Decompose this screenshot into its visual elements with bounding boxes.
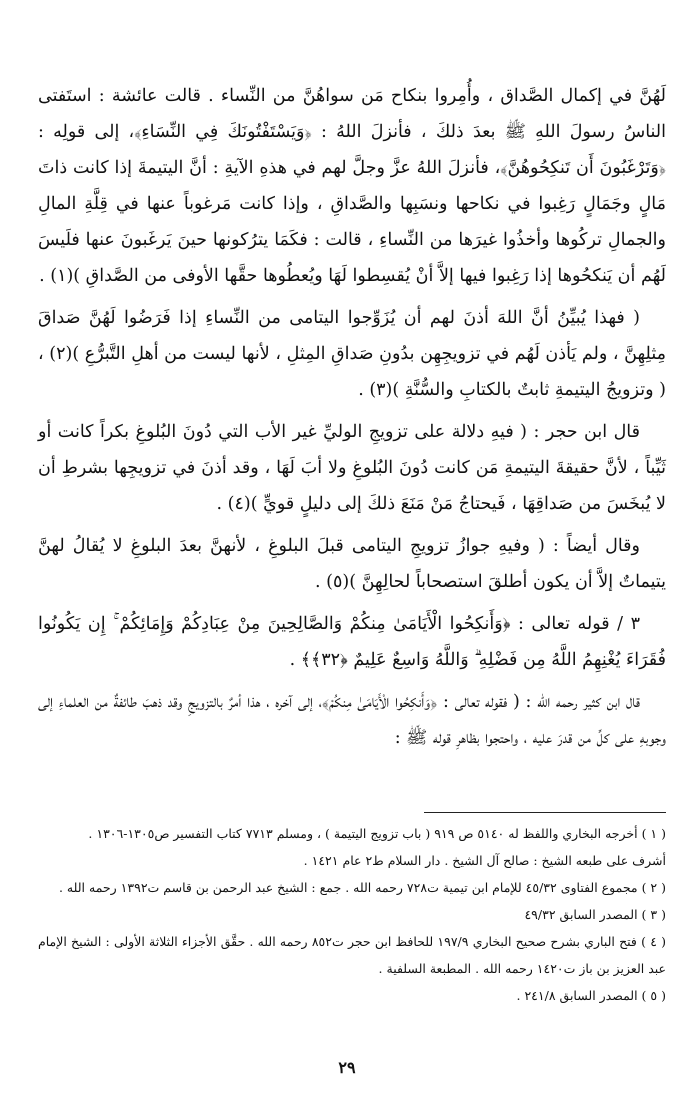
paragraph-3: قال ابن حجر : ( فيهِ دلالة على تزويجِ الوليِّ غير الأب التي دُونَ البُلوغِ بكراً كانت أو ثَيِّباً ، لأنَّ حقيقةَ اليتيمةِ مَن كانت دُونَ البُلوغِ ولا أبَ لَهَا ، وقد أذنَ في تزويجِها بشرطِ أن لا يُبخَسَ من صَداقِهَا ، فَيحتاجُ مَنْ مَنَعَ ذلكَ إلى دليلٍ قويٍّ )(٤) .: [38, 422, 666, 514]
footnote-3: ( ٣ ) المصدر السابق ٤٩/٣٢: [524, 907, 666, 922]
paragraph-1: لَهُنَّ في إكمال الصَّداق ، وأُمِروا بنكاح مَن سواهُنَّ من النِّساء . قالت عائشة : استَفتى الناسُ رسولَ اللهِ ﷺ بعدَ ذلكَ ، فأنزلَ اللهُ : ﴿وَيَسْتَفْتُونَكَ فِي النِّسَاءِ﴾، إلى قولِه : ﴿وَتَرْغَبُونَ أَن تَنكِحُوهُنَّ﴾، فأنزلَ اللهُ عزَّ وجلَّ لهم في هذهِ الآيةِ : أنَّ اليتيمةَ إذا كانت ذاتَ مَالٍ وجَمَالٍ رَغِبوا في نكاحها ونسَبِها والصَّداقِ ، وإذا كانت مَرغوباً عنها في قِلَّةِ المالِ والجمالِ تركُوها وأخذُوا غيرَها من النِّساءِ ، قالت : فكَمَا يترُكونها حينَ يَرغَبونَ عنها فلَيسَ لَهُم أن يَنكحُوها إذا رَغِبوا فيها إلاَّ أنْ يُقسِطوا لَهَا ويُعطُوها حقَّها الأوفى من الصَّداقِ )(١) .: [38, 86, 667, 286]
paragraph-2: ( فهذا يُبيِّنُ أنَّ اللهَ أذنَ لهم أن يُزَوِّجوا اليتامى من النِّساءِ إذا فَرَضُوا لَهُنَّ صَداقَ مِثلِهِنَّ ، ولم يَأذن لَهُم في تزويجِهِن بدُونِ صَداقِ المِثلِ ، لأنها ليست من أهلِ التَّبرُّعِ )(٢) ، ( وتزويجُ اليتيمةِ ثابتٌ بالكتابِ والسُّنَّةِ )(٣) .: [38, 308, 666, 400]
footnote-divider: [424, 812, 666, 813]
paragraph-6: قال ابن كثير رحمه الله : ( فقوله تعالى : ﴿وَأَنكِحُوا الْأَيَامَىٰ مِنكُمْ﴾، إلى آخره ، هذا أمرٌ بالتزويجِ وقد ذهبَ طائفةٌ من العلماءِ إلى وجوبهِ على كلِّ من قدرَ عليه ، واحتجوا بظاهرِ قوله ﷺ :: [38, 692, 666, 748]
footnote-1: ( ١ ) أخرجه البخاري واللفظ له ٥١٤٠ ص ٩١٩ ( باب تزويج اليتيمة ) ، ومسلم ٧٧١٣ كتاب التفسير ص١٣٠٥-١٣٠٦ .: [88, 826, 666, 841]
paragraph-4: وقال أيضاً : ( وفيهِ جوازُ تزويجِ اليتامى قبلَ البلوغِ ، لأنهنَّ بعدَ البلوغِ لا يُقالُ لهنَّ يتيماتٌ إلاَّ أن يكون أطلقَ استصحاباً لحالِهِنَّ )(٥) .: [38, 536, 666, 592]
main-text-block: [38, 78, 666, 756]
footnote-2: ( ٢ ) مجموع الفتاوى ٤٥/٣٢ للإمام ابن تيمية ت٧٢٨ رحمه الله . جمع : الشيخ عبد الرحمن بن قاسم ت١٣٩٢ رحمه الله .: [58, 880, 666, 895]
footnote-4: ( ٤ ) فتح الباري بشرح صحيح البخاري ١٩٧/٩ للحافظ ابن حجر ت٨٥٢ رحمه الله . حقَّق الأجزاء الثلاثة الأولى : الشيخ الإمام عبد العزيز بن باز ت١٤٢٠ رحمه الله . المطبعة السلفية .: [38, 934, 666, 976]
footnotes: [38, 820, 666, 1009]
footnote-5: ( ٥ ) المصدر السابق ٢٤١/٨ .: [516, 988, 666, 1003]
page-number: ٢٩: [338, 1058, 356, 1077]
paragraph-5-quran-verse: ٣ / قوله تعالى : ﴿وَأَنكِحُوا الْأَيَامَىٰ مِنكُمْ وَالصَّالِحِينَ مِنْ عِبَادِكُمْ وَإِمَائِكُمْ ۚ إِن يَكُونُوا فُقَرَاءَ يُغْنِهِمُ اللَّهُ مِن فَضْلِهِ ۗ وَاللَّهُ وَاسِعٌ عَلِيمٌ ﴿٣٢﴾﴾ .: [38, 614, 666, 670]
main-body: [38, 78, 666, 756]
footnote-1-continued: أشرف على طبعه الشيخ : صالح آل الشيخ . دار السلام ط٢ عام ١٤٢١ .: [303, 853, 666, 868]
